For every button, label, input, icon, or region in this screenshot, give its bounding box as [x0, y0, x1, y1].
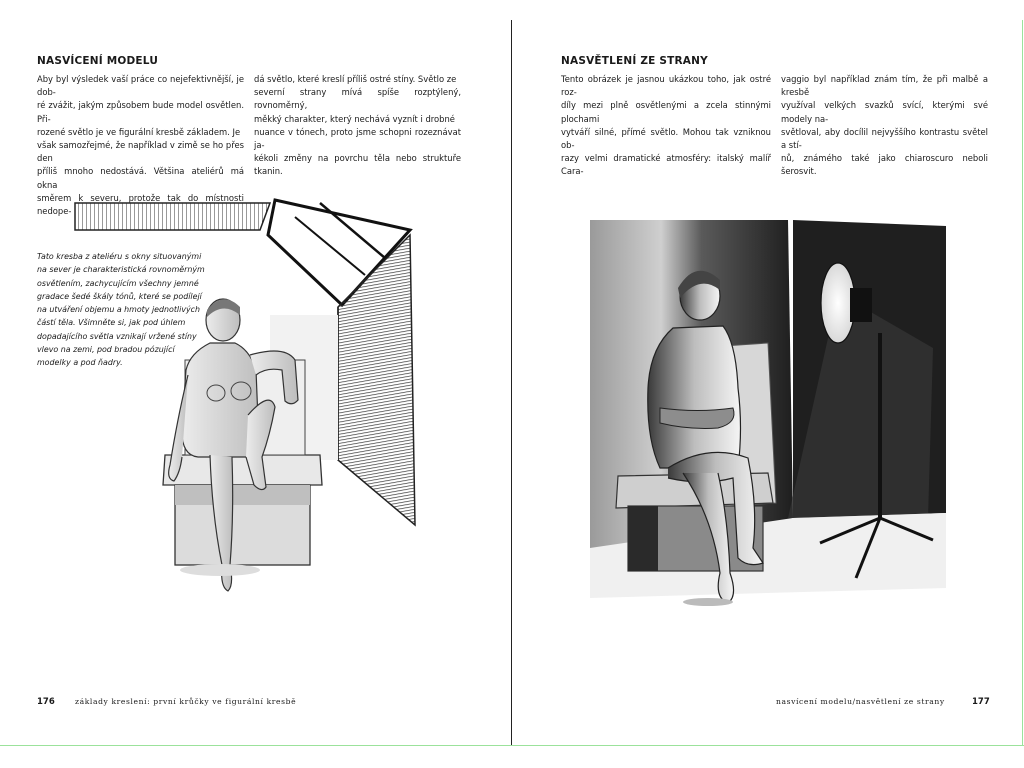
text-line: nuance v tónech, proto jsme schopni rozeznávat ja-: [254, 126, 461, 151]
seated-model-side-light-illustration: [588, 218, 950, 608]
text-line: však samozřejmé, že například v zimě se ho přes den: [37, 140, 244, 164]
right-running-head: nasvícení modelu/nasvětlení ze strany: [776, 697, 945, 706]
text-line: Aby byl výsledek vaší práce co nejefektivnější, je dob-: [37, 74, 244, 98]
caption-line: Tato kresba z ateliéru s okny situovanými: [37, 252, 202, 261]
text-line: světloval, aby docílil nejvyššího kontrastu světel a stí-: [781, 126, 988, 151]
gutter-line: [511, 20, 512, 746]
text-line: dá světlo, které kreslí příliš ostré stíny. Světlo ze: [254, 74, 457, 84]
caption-line: modelky a pod ňadry.: [37, 358, 123, 368]
caption-line: částí těla. Všimněte si, jak pod úhlem: [37, 318, 186, 328]
text-line: využíval velkých svazků svící, kterými své modely na-: [781, 100, 988, 124]
left-column-2: [254, 73, 461, 179]
text-line: ré zvážit, jakým způsobem bude model osvětlen. Při-: [37, 100, 244, 124]
right-column-2: [781, 73, 988, 179]
page-bottom-edge: [0, 745, 1024, 746]
caption-line: na sever je charakteristická rovnoměrným: [37, 265, 205, 275]
text-line: rozené světlo je ve figurální kresbě základem. Je: [37, 126, 241, 137]
text-line: nů, známého také jako chiaroscuro neboli šerosvit.: [781, 153, 988, 177]
caption-line: osvětlením, zachycujícím všechny jemné: [37, 278, 199, 288]
text-line: Tento obrázek je jasnou ukázkou toho, jak ostré roz-: [561, 74, 771, 98]
text-line: směrem k severu, protože tak do místnosti nedope-: [37, 192, 244, 217]
text-line: vytváří silné, přímé světlo. Mohou tak vzniknou ob-: [561, 126, 771, 151]
caption-line: na utváření objemu a hmoty jednotlivých: [37, 305, 200, 315]
right-page-number: 177: [972, 697, 990, 707]
text-line: severní strany mívá spíše rozptýlený, rovnoměrný,: [254, 87, 461, 111]
left-heading: NASVÍCENÍ MODELU: [37, 55, 159, 67]
left-running-head: základy kreslení: první krůčky ve figurální kresbě: [75, 697, 297, 706]
text-line: vaggio byl například znám tím, že při malbě a kresbě: [781, 74, 988, 98]
text-line: kékoli změny na povrchu těla nebo struktuře tkanin.: [254, 153, 461, 177]
right-heading: NASVĚTLENÍ ZE STRANY: [561, 55, 708, 67]
caption-line: vlevo na zemi, pod bradou pózující: [37, 345, 175, 355]
right-column-1: [561, 73, 771, 179]
caption-line: gradace šedé škály tónů, které se podílejí: [37, 291, 202, 301]
text-line: díly mezi plně osvětlenými a zcela stinnými plochami: [561, 100, 771, 124]
text-line: příliš mnoho nedostává. Většina ateliérů má okna: [37, 166, 244, 190]
left-page-number: 176: [37, 697, 55, 707]
text-line: měkký charakter, který nechává vyznít i drobné: [254, 113, 455, 124]
page-right-edge: [1022, 20, 1023, 746]
seated-model-north-light-illustration: [70, 195, 420, 605]
text-line: razy velmi dramatické atmosféry: italský malíř Cara-: [561, 153, 771, 177]
caption-line: dopadajícího světla vznikají vržené stíny: [37, 331, 197, 341]
